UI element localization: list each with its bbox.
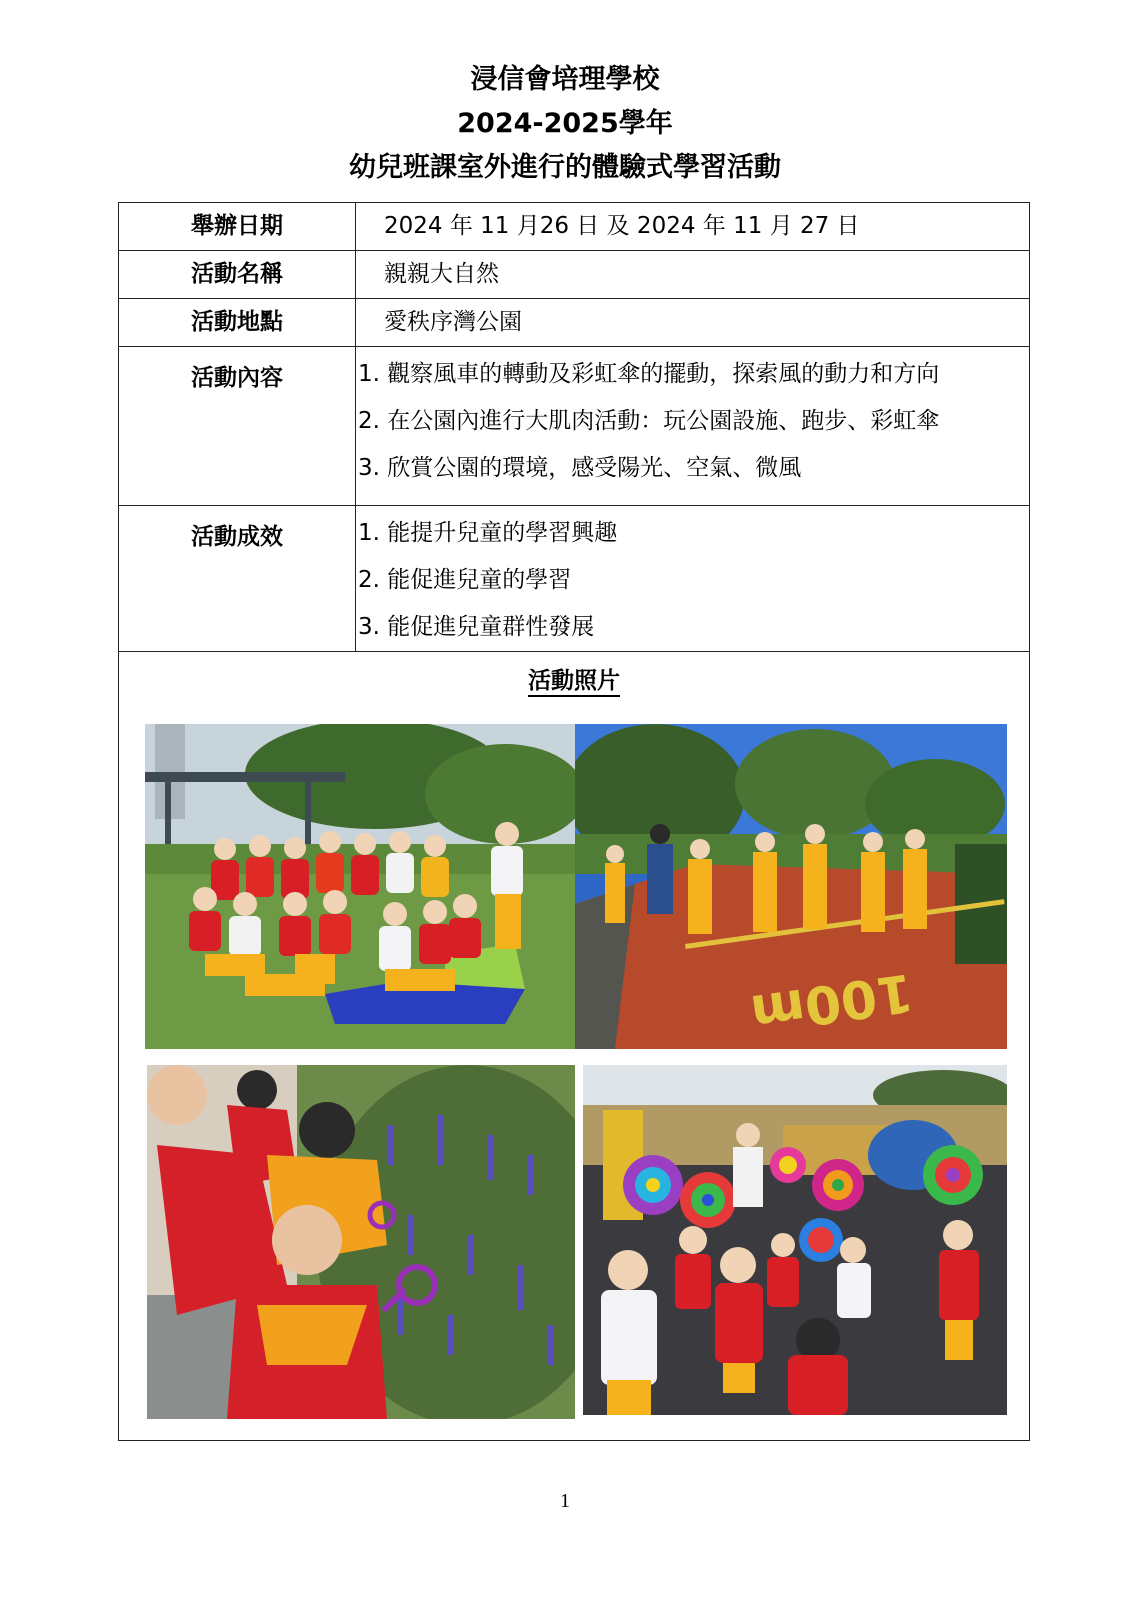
list-item: 2. 在公園內進行大肌肉活動：玩公園設施、跑步、彩虹傘 bbox=[358, 408, 940, 434]
photos-cell bbox=[119, 652, 1030, 1441]
list-item: 1. 觀察風車的轉動及彩虹傘的擺動，探索風的動力和方向 bbox=[358, 361, 940, 387]
photo-pinwheels bbox=[583, 1065, 1007, 1415]
date-label: 舉辦日期 bbox=[119, 203, 356, 251]
photos-row bbox=[119, 652, 1030, 1441]
school-name: 浸信會培理學校 bbox=[470, 64, 660, 95]
school-year: 2024-2025學年 bbox=[457, 108, 673, 139]
name-row bbox=[119, 251, 1030, 299]
track-marking-text: 100m bbox=[747, 961, 917, 1044]
activity-form-table bbox=[118, 202, 1030, 1441]
name-value: 親親大自然 bbox=[356, 251, 1030, 299]
content-label: 活動內容 bbox=[191, 365, 283, 391]
location-value: 愛秩序灣公園 bbox=[356, 299, 1030, 347]
location-row bbox=[119, 299, 1030, 347]
photo-running-track bbox=[575, 724, 1007, 1049]
page-number: 1 bbox=[560, 1490, 570, 1512]
outcome-list bbox=[356, 506, 1030, 652]
date-value: 2024 年 11 月26 日 及 2024 年 11 月 27 日 bbox=[356, 203, 1030, 251]
outcome-label: 活動成效 bbox=[191, 524, 283, 550]
list-item: 3. 欣賞公園的環境，感受陽光、空氣、微風 bbox=[358, 455, 802, 481]
photos-heading: 活動照片 bbox=[119, 662, 1029, 695]
content-label-cell bbox=[119, 347, 356, 506]
date-row bbox=[119, 203, 1030, 251]
list-item: 2. 能促進兒童的學習 bbox=[358, 567, 572, 593]
outcome-row bbox=[119, 506, 1030, 652]
list-item: 1. 能提升兒童的學習興趣 bbox=[358, 520, 618, 546]
content-list bbox=[356, 347, 1030, 506]
photo-group-on-grass bbox=[145, 724, 575, 1049]
content-row bbox=[119, 347, 1030, 506]
outcome-label-cell bbox=[119, 506, 356, 652]
document-header bbox=[0, 58, 1130, 190]
photo-magnifying-flowers bbox=[147, 1065, 575, 1419]
name-label: 活動名稱 bbox=[119, 251, 356, 299]
location-label: 活動地點 bbox=[119, 299, 356, 347]
list-item: 3. 能促進兒童群性發展 bbox=[358, 614, 595, 640]
document-title: 幼兒班課室外進行的體驗式學習活動 bbox=[349, 152, 781, 183]
